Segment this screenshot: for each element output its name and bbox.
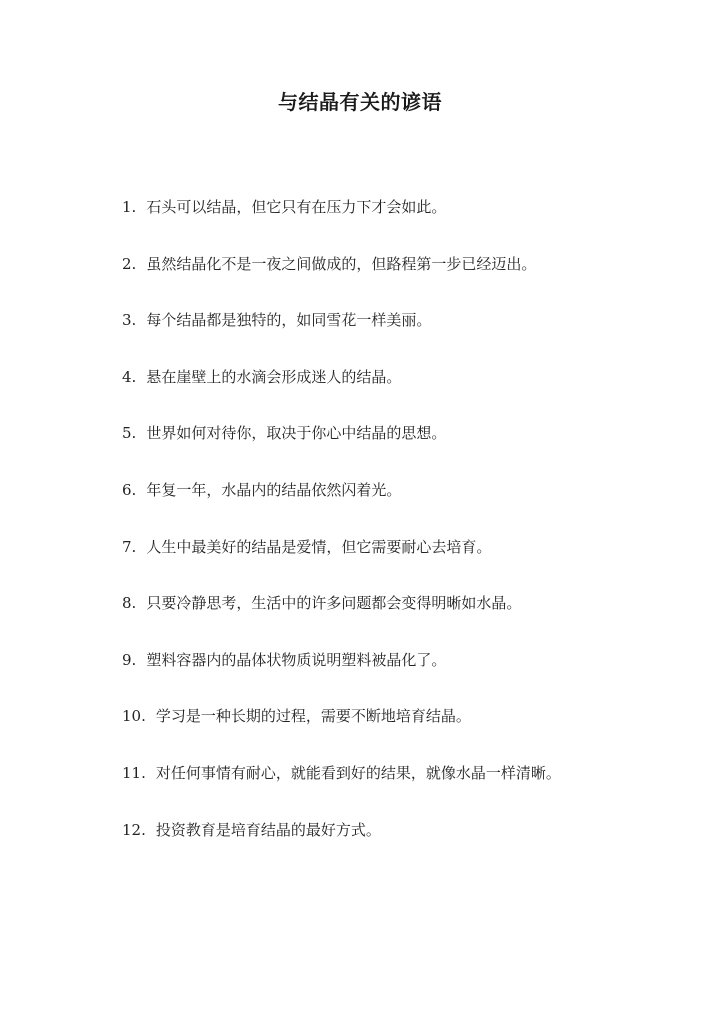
document-title: 与结晶有关的谚语 [278,90,442,114]
item-text: 投资教育是培育结晶的最好方式。 [155,820,381,839]
item-text: 每个结晶都是独特的，如同雪花一样美丽。 [146,311,432,330]
item-text: 虽然结晶化不是一夜之间做成的，但路程第一步已经迈出。 [146,254,537,273]
item-number: 1. [122,198,137,216]
item-number: 9. [122,650,137,669]
list-item [122,253,682,310]
list-item [122,705,682,762]
item-number: 7. [122,537,137,556]
item-text: 年复一年，水晶内的结晶依然闪着光。 [146,480,402,499]
item-number: 3. [122,311,137,330]
list-item [122,592,682,649]
item-number: 10. [122,707,146,726]
item-text: 悬在崖壁上的水滴会形成迷人的结晶。 [146,367,402,386]
list-item [122,762,682,819]
list-item [122,309,682,366]
list-item [122,649,682,706]
item-number: 6. [122,480,137,499]
item-number: 8. [122,594,137,613]
list-item [122,196,682,253]
item-text: 对任何事情有耐心，就能看到好的结果，就像水晶一样清晰。 [155,763,561,782]
item-number: 2. [122,254,137,273]
list-item [122,422,682,479]
item-text: 塑料容器内的晶体状物质说明塑料被晶化了。 [146,650,447,669]
item-number: 12. [122,820,146,839]
list-item [122,366,682,423]
item-text: 石头可以结晶，但它只有在压力下才会如此。 [146,198,447,216]
item-text: 世界如何对待你，取决于你心中结晶的思想。 [146,424,447,443]
list-item [122,536,682,593]
item-text: 学习是一种长期的过程，需要不断地培育结晶。 [155,707,471,726]
item-text: 只要冷静思考，生活中的许多问题都会变得明晰如水晶。 [146,594,522,613]
item-number: 11. [122,763,146,782]
proverb-list [122,196,682,875]
item-text: 人生中最美好的结晶是爱情，但它需要耐心去培育。 [146,537,492,556]
list-item [122,819,682,876]
item-number: 4. [122,367,137,386]
list-item [122,479,682,536]
item-number: 5. [122,424,137,443]
